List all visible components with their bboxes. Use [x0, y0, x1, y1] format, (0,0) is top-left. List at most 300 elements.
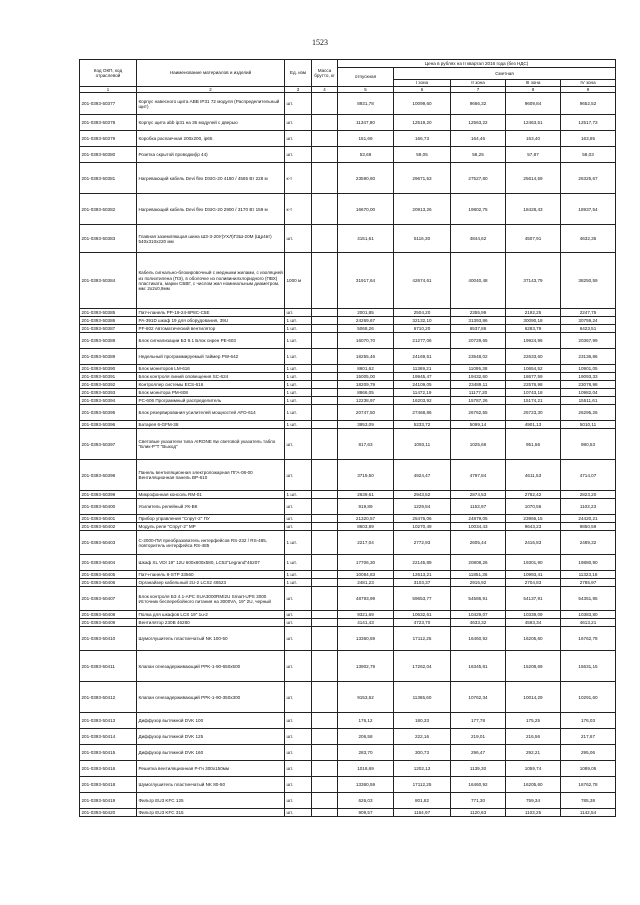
row-zone-1-price: 12519,20 — [394, 115, 451, 131]
table-row — [80, 115, 616, 131]
row-mass — [312, 499, 338, 515]
row-unit: шт. — [285, 682, 312, 713]
row-zone-1-price: 300,73 — [394, 745, 451, 761]
row-mass — [312, 611, 338, 619]
row-name: Полка для шкафов LCS 19" 1u-2 — [137, 611, 285, 619]
row-zone-4-price: 54351,95 — [561, 587, 616, 611]
row-mass — [312, 349, 338, 365]
row-zone-2-price: 219,01 — [451, 729, 506, 745]
row-unit: 1 шт. — [285, 381, 312, 389]
row-zone-2-price: 16460,92 — [451, 627, 506, 651]
row-zone-2-price: 11851,36 — [451, 571, 506, 579]
row-mass — [312, 381, 338, 389]
row-code: 201-0393-50407 — [80, 587, 137, 611]
row-zone-3-price: 25723,30 — [506, 405, 561, 421]
col-num: 6 — [394, 87, 451, 93]
row-zone-1-price: 22145,89 — [394, 555, 451, 571]
row-zone-3-price: 22576,98 — [506, 381, 561, 389]
row-release-price: 2639,61 — [338, 491, 394, 499]
col-num: 1 — [80, 87, 137, 93]
table-row — [80, 761, 616, 777]
row-release-price: 23590,60 — [338, 163, 394, 194]
row-unit: 1 шт. — [285, 349, 312, 365]
row-code: 201-0393-50385 — [80, 309, 137, 317]
row-zone-1-price: 21277,06 — [394, 333, 451, 349]
row-zone-1-price: 801,82 — [394, 793, 451, 809]
row-zone-1-price: 20913,26 — [394, 194, 451, 225]
row-zone-4-price: 217,67 — [561, 729, 616, 745]
row-release-price: 16670,00 — [338, 194, 394, 225]
row-code: 201-0393-50378 — [80, 115, 137, 131]
row-code: 201-0393-50409 — [80, 619, 137, 627]
row-release-price: 16070,70 — [338, 333, 394, 349]
row-name: Органайзер кабельный 2U-2 LCS2 46523 — [137, 579, 285, 587]
row-mass — [312, 555, 338, 571]
row-code: 201-0393-50386 — [80, 317, 137, 325]
row-zone-3-price: 216,56 — [506, 729, 561, 745]
table-row — [80, 373, 616, 381]
row-name: Фильтр EU3 KFC 125 — [137, 793, 285, 809]
row-code: 201-0393-50399 — [80, 491, 137, 499]
row-name: PA-391D шкаф 19 для оборудования, 39U — [137, 317, 285, 325]
row-zone-2-price: 2605,44 — [451, 531, 506, 555]
row-zone-3-price: 22633,60 — [506, 349, 561, 365]
row-zone-2-price: 15787,26 — [451, 397, 506, 405]
row-zone-1-price: 166,73 — [394, 131, 451, 147]
row-name: Модуль реле "Спрут-2" МР — [137, 523, 285, 531]
row-unit: шт. — [285, 713, 312, 729]
row-zone-3-price: 54137,91 — [506, 587, 561, 611]
row-unit: шт. — [285, 777, 312, 793]
row-zone-1-price: 4924,47 — [394, 460, 451, 491]
row-zone-2-price: 19802,75 — [451, 194, 506, 225]
row-zone-2-price: 58,25 — [451, 147, 506, 163]
row-unit: 1 шт. — [285, 325, 312, 333]
row-zone-1-price: 11365,60 — [394, 682, 451, 713]
row-mass — [312, 163, 338, 194]
row-release-price: 9321,69 — [338, 611, 394, 619]
row-name: PF-602 Автоматический вентилятор — [137, 325, 285, 333]
row-zone-3-price: 10339,09 — [506, 611, 561, 619]
row-zone-2-price: 1153,97 — [451, 499, 506, 515]
row-name: Световые указатели типа AIRONE 6w световой указатель табло "Блик-Р"Т "Выход" — [137, 429, 285, 460]
row-mass — [312, 317, 338, 325]
row-zone-3-price: 9609,84 — [506, 93, 561, 115]
row-name: Фильтр EU3 KFC 315 — [137, 809, 285, 817]
row-code: 201-0393-50403 — [80, 531, 137, 555]
row-zone-1-price: 180,33 — [394, 713, 451, 729]
row-mass — [312, 421, 338, 429]
row-release-price: 3953,09 — [338, 421, 394, 429]
table-row — [80, 93, 616, 115]
row-release-price: 2481,23 — [338, 579, 394, 587]
row-zone-1-price: 42674,61 — [394, 253, 451, 309]
row-mass — [312, 587, 338, 611]
row-zone-3-price: 15174,21 — [506, 397, 561, 405]
row-zone-4-price: 58,03 — [561, 147, 616, 163]
header-zone-1: I зона — [394, 80, 451, 87]
row-release-price: 53,69 — [338, 147, 394, 163]
row-name: Недельный программируемый таймер PW-642 — [137, 349, 285, 365]
row-release-price: 817,63 — [338, 429, 394, 460]
row-code: 201-0393-50412 — [80, 682, 137, 713]
row-zone-3-price: 18677,59 — [506, 373, 561, 381]
row-zone-3-price: 15208,69 — [506, 651, 561, 682]
row-zone-3-price: 759,34 — [506, 793, 561, 809]
row-zone-1-price: 5116,30 — [394, 225, 451, 253]
row-zone-2-price: 6537,86 — [451, 325, 506, 333]
row-zone-4-price: 15631,15 — [561, 651, 616, 682]
row-zone-4-price: 26295,26 — [561, 405, 616, 421]
row-zone-4-price: 9850,59 — [561, 523, 616, 531]
table-row — [80, 405, 616, 421]
row-code: 201-0393-50415 — [80, 745, 137, 761]
row-zone-2-price: 1025,66 — [451, 429, 506, 460]
row-mass — [312, 491, 338, 499]
row-code: 201-0393-50414 — [80, 729, 137, 745]
row-zone-4-price: 1103,23 — [561, 499, 616, 515]
table-row — [80, 713, 616, 729]
row-mass — [312, 729, 338, 745]
row-name: Патч-панель PP-19-24-8P8C-C5E — [137, 309, 285, 317]
header-estimate: Сметная — [394, 68, 616, 80]
row-mass — [312, 793, 338, 809]
row-zone-3-price: 951,56 — [506, 429, 561, 460]
row-zone-4-price: 24420,21 — [561, 515, 616, 523]
row-zone-1-price: 32132,10 — [394, 317, 451, 325]
row-release-price: 18255,46 — [338, 349, 394, 365]
row-zone-3-price: 6283,79 — [506, 325, 561, 333]
row-release-price: 8601,62 — [338, 365, 394, 373]
row-zone-4-price: 4714,07 — [561, 460, 616, 491]
table-row — [80, 131, 616, 147]
row-code: 201-0393-50391 — [80, 373, 137, 381]
row-release-price: 4151,61 — [338, 225, 394, 253]
row-name: Диффузор вытяжной DVK 100 — [137, 713, 285, 729]
row-code: 201-0393-50388 — [80, 333, 137, 349]
row-release-price: 10084,83 — [338, 571, 394, 579]
row-unit: шт. — [285, 515, 312, 523]
row-code: 201-0393-50380 — [80, 147, 137, 163]
row-unit: шт. — [285, 499, 312, 515]
row-zone-3-price: 23966,15 — [506, 515, 561, 523]
row-release-price: 18209,79 — [338, 381, 394, 389]
row-name: Нагревающий кабель Devi flex DSIG-20 4180 / 4565 Вт 228 м — [137, 163, 285, 194]
row-code: 201-0393-50387 — [80, 325, 137, 333]
header-price-title: Цена в рублях на II квартал 2016 года (без НДС) — [338, 60, 616, 68]
row-mass — [312, 651, 338, 682]
row-zone-2-price: 16345,81 — [451, 651, 506, 682]
row-unit: шт. — [285, 309, 312, 317]
row-unit: к-т — [285, 163, 312, 194]
row-release-price: 13360,59 — [338, 777, 394, 793]
row-release-price: 3719,50 — [338, 460, 394, 491]
row-zone-1-price: 6710,20 — [394, 325, 451, 333]
row-zone-2-price: 20808,26 — [451, 555, 506, 571]
row-unit: шт. — [285, 611, 312, 619]
row-zone-4-price: 20367,99 — [561, 333, 616, 349]
row-code: 201-0393-50413 — [80, 713, 137, 729]
row-name: Коробка распаечная 200х200, ip65 — [137, 131, 285, 147]
table-row — [80, 555, 616, 571]
table-row — [80, 163, 616, 194]
row-zone-1-price: 1164,97 — [394, 809, 451, 817]
row-code: 201-0393-50420 — [80, 809, 137, 817]
row-code: 201-0393-50419 — [80, 793, 137, 809]
row-unit: шт. — [285, 429, 312, 460]
table-row — [80, 381, 616, 389]
table-row — [80, 515, 616, 523]
row-release-price: 176,12 — [338, 713, 394, 729]
row-zone-1-price: 59,05 — [394, 147, 451, 163]
table-row — [80, 627, 616, 651]
row-zone-2-price: 4797,84 — [451, 460, 506, 491]
price-table-body — [80, 93, 616, 817]
row-code: 201-0393-50379 — [80, 131, 137, 147]
row-mass — [312, 460, 338, 491]
row-name: Шумоглушитель пластинчатый NK 100-50 — [137, 627, 285, 651]
row-mass — [312, 531, 338, 555]
row-zone-2-price: 26762,55 — [451, 405, 506, 421]
row-zone-4-price: 11323,18 — [561, 571, 616, 579]
row-zone-2-price: 24879,05 — [451, 515, 506, 523]
row-name: Блок мониторов LM-616 — [137, 365, 285, 373]
col-num: 9 — [561, 87, 616, 93]
page-number: 1523 — [312, 38, 328, 47]
row-unit: шт. — [285, 147, 312, 163]
row-code: 201-0393-50390 — [80, 365, 137, 373]
row-zone-2-price: 2874,53 — [451, 491, 506, 499]
col-num: 3 — [285, 87, 312, 93]
row-release-price: 206,58 — [338, 729, 394, 745]
row-release-price: 48793,99 — [338, 587, 394, 611]
row-zone-2-price: 20729,65 — [451, 333, 506, 349]
row-unit: шт. — [285, 131, 312, 147]
header-release: отпускная — [338, 68, 394, 87]
row-zone-2-price: 9666,32 — [451, 93, 506, 115]
row-zone-3-price: 1070,56 — [506, 499, 561, 515]
row-mass — [312, 713, 338, 729]
row-code: 201-0393-50406 — [80, 579, 137, 587]
table-row — [80, 611, 616, 619]
row-zone-2-price: 4633,32 — [451, 619, 506, 627]
row-name: Батарея 6-GFM-38 — [137, 421, 285, 429]
table-row — [80, 809, 616, 817]
row-unit: 1 шт. — [285, 531, 312, 555]
row-name: Шумоглушитель пластинчатый NK 80-50 — [137, 777, 285, 793]
row-zone-4-price: 2785,97 — [561, 579, 616, 587]
row-code: 201-0393-50411 — [80, 651, 137, 682]
row-code: 201-0393-50395 — [80, 405, 137, 421]
row-unit: шт. — [285, 809, 312, 817]
table-row — [80, 460, 616, 491]
row-release-price: 283,70 — [338, 745, 394, 761]
row-unit: шт. — [285, 627, 312, 651]
row-zone-2-price: 23489,11 — [451, 381, 506, 389]
row-name: PC-606 Программный распределитель — [137, 397, 285, 405]
row-release-price: 626,03 — [338, 793, 394, 809]
row-zone-4-price: 15511,61 — [561, 397, 616, 405]
row-release-price: 9153,62 — [338, 682, 394, 713]
row-zone-2-price: 54586,91 — [451, 587, 506, 611]
row-zone-2-price: 177,78 — [451, 713, 506, 729]
row-zone-1-price: 11472,19 — [394, 389, 451, 397]
row-code: 201-0393-50408 — [80, 611, 137, 619]
row-zone-1-price: 17112,25 — [394, 777, 451, 793]
row-zone-2-price: 12563,22 — [451, 115, 506, 131]
row-zone-4-price: 1089,05 — [561, 761, 616, 777]
row-name: Шкаф XL VDI 19" 12U 600х600х580, LC53"Legrand"46207 — [137, 555, 285, 571]
row-unit: шт. — [285, 619, 312, 627]
header-unit: Ед. изм — [285, 60, 312, 87]
row-zone-4-price: 785,38 — [561, 793, 616, 809]
row-unit: шт. — [285, 651, 312, 682]
row-mass — [312, 579, 338, 587]
row-zone-2-price: 10762,34 — [451, 682, 506, 713]
row-zone-1-price: 3103,37 — [394, 579, 451, 587]
row-zone-2-price: 2355,99 — [451, 309, 506, 317]
col-num: 2 — [137, 87, 285, 93]
row-unit: 1 шт. — [285, 421, 312, 429]
table-row — [80, 325, 616, 333]
col-num: 4 — [312, 87, 338, 93]
row-zone-2-price: 23548,02 — [451, 349, 506, 365]
row-zone-2-price: 11177,20 — [451, 389, 506, 397]
row-mass — [312, 147, 338, 163]
row-zone-2-price: 27527,80 — [451, 163, 506, 194]
row-zone-3-price: 2416,83 — [506, 531, 561, 555]
table-row — [80, 429, 616, 460]
row-unit: 1 шт. — [285, 405, 312, 421]
row-name: Клапан огнезадерживающий PPK-1-90-350х300 — [137, 682, 285, 713]
row-zone-2-price: 11095,38 — [451, 365, 506, 373]
row-mass — [312, 115, 338, 131]
row-zone-1-price: 17262,04 — [394, 651, 451, 682]
row-release-price: 24269,67 — [338, 317, 394, 325]
table-row — [80, 531, 616, 555]
row-zone-2-price: 1139,30 — [451, 761, 506, 777]
row-zone-3-price: 57,87 — [506, 147, 561, 163]
row-mass — [312, 515, 338, 523]
row-release-price: 5068,26 — [338, 325, 394, 333]
table-row — [80, 579, 616, 587]
table-row — [80, 194, 616, 225]
row-zone-1-price: 222,16 — [394, 729, 451, 745]
row-name: Патч-панель 8-STP 33560 — [137, 571, 285, 579]
row-code: 201-0393-50393 — [80, 389, 137, 397]
row-name: Блок монитора PM-608 — [137, 389, 285, 397]
row-mass — [312, 761, 338, 777]
row-name: Блок сигнализации БЗ 9.1 Блок сирен PE-603 — [137, 333, 285, 349]
row-unit: шт. — [285, 523, 312, 531]
row-zone-4-price: 10901,05 — [561, 365, 616, 373]
row-unit: 1 шт. — [285, 317, 312, 325]
table-row — [80, 253, 616, 309]
row-zone-1-price: 59653,77 — [394, 587, 451, 611]
row-mass — [312, 777, 338, 793]
row-release-price: 15005,00 — [338, 373, 394, 381]
row-zone-3-price: 2782,42 — [506, 491, 561, 499]
row-name: Панель вентиляционная электропожарная ПГА-08-00 Вентиляционная панель BP-610 — [137, 460, 285, 491]
row-name: Розетка скрытой проводки(ip 44) — [137, 147, 285, 163]
row-unit: шт. — [285, 225, 312, 253]
row-release-price: 20747,50 — [338, 405, 394, 421]
row-zone-3-price: 19924,96 — [506, 333, 561, 349]
row-zone-4-price: 176,03 — [561, 713, 616, 729]
row-zone-2-price: 771,30 — [451, 793, 506, 809]
table-row — [80, 682, 616, 713]
row-name: С-2000-ПИ преобразователь интерфейсов RS-232 / RS-485, повторитель интерфейса RS-485 — [137, 531, 285, 555]
table-row — [80, 793, 616, 809]
row-unit: 1 шт. — [285, 397, 312, 405]
row-name: Нагревающий кабель Devi flex DSIG-20 2900 / 3170 Вт 159 м — [137, 194, 285, 225]
row-zone-3-price: 16205,60 — [506, 777, 561, 793]
row-zone-3-price: 10014,29 — [506, 682, 561, 713]
row-code: 201-0393-50382 — [80, 194, 137, 225]
row-zone-4-price: 18937,54 — [561, 194, 616, 225]
row-unit: шт. — [285, 115, 312, 131]
header-zone-4: IV зона — [561, 80, 616, 87]
row-unit: шт. — [285, 93, 312, 115]
row-release-price: 11347,90 — [338, 115, 394, 131]
row-zone-4-price: 6423,51 — [561, 325, 616, 333]
row-name: Контроллер системы ECS-616 — [137, 381, 285, 389]
row-zone-3-price: 12463,51 — [506, 115, 561, 131]
table-row — [80, 745, 616, 761]
row-name: Корпус щита abb ip31 на 36 модулей с дверью — [137, 115, 285, 131]
row-zone-4-price: 1142,54 — [561, 809, 616, 817]
row-zone-3-price: 10993,41 — [506, 571, 561, 579]
row-name: Главная заземляющая шина ШЗ-3-20У(УХЛ)ГЗШ-20М (Щр4вт) 540х310х220 мм — [137, 225, 285, 253]
row-code: 201-0393-50394 — [80, 397, 137, 405]
row-zone-4-price: 16762,78 — [561, 627, 616, 651]
row-release-price: 12238,97 — [338, 397, 394, 405]
row-code: 201-0393-50377 — [80, 93, 137, 115]
row-zone-1-price: 10632,61 — [394, 611, 451, 619]
row-zone-2-price: 40040,48 — [451, 253, 506, 309]
header-code: Код ОКП, код отраслевой — [80, 60, 137, 87]
row-zone-3-price: 1103,25 — [506, 809, 561, 817]
row-zone-4-price: 12517,73 — [561, 115, 616, 131]
row-zone-3-price: 163,40 — [506, 131, 561, 147]
row-mass — [312, 389, 338, 397]
row-unit: шт. — [285, 745, 312, 761]
row-zone-3-price: 10743,18 — [506, 389, 561, 397]
row-name: Корпус навесного щита ABB IP31 72 модуля (Распределительный щит) — [137, 93, 285, 115]
row-zone-2-price: 1120,63 — [451, 809, 506, 817]
row-zone-1-price: 24109,05 — [394, 381, 451, 389]
row-unit: шт. — [285, 729, 312, 745]
row-zone-4-price: 2247,75 — [561, 309, 616, 317]
row-release-price: 909,57 — [338, 809, 394, 817]
row-mass — [312, 253, 338, 309]
row-zone-4-price: 5010,11 — [561, 421, 616, 429]
row-release-price: 8866,05 — [338, 389, 394, 397]
row-zone-3-price: 2704,83 — [506, 579, 561, 587]
row-zone-4-price: 10383,80 — [561, 611, 616, 619]
row-zone-2-price: 10429,07 — [451, 611, 506, 619]
row-zone-1-price: 1202,13 — [394, 761, 451, 777]
row-unit: 1 шт. — [285, 579, 312, 587]
table-row — [80, 619, 616, 627]
header-mass: Масса брутто, кг — [312, 60, 338, 87]
row-zone-2-price: 31393,86 — [451, 317, 506, 325]
row-name: Усилитель релейный УК-ВК — [137, 499, 285, 515]
row-name: Диффузор вытяжной DVK 125 — [137, 729, 285, 745]
row-mass — [312, 745, 338, 761]
row-unit: шт. — [285, 793, 312, 809]
table-row — [80, 365, 616, 373]
